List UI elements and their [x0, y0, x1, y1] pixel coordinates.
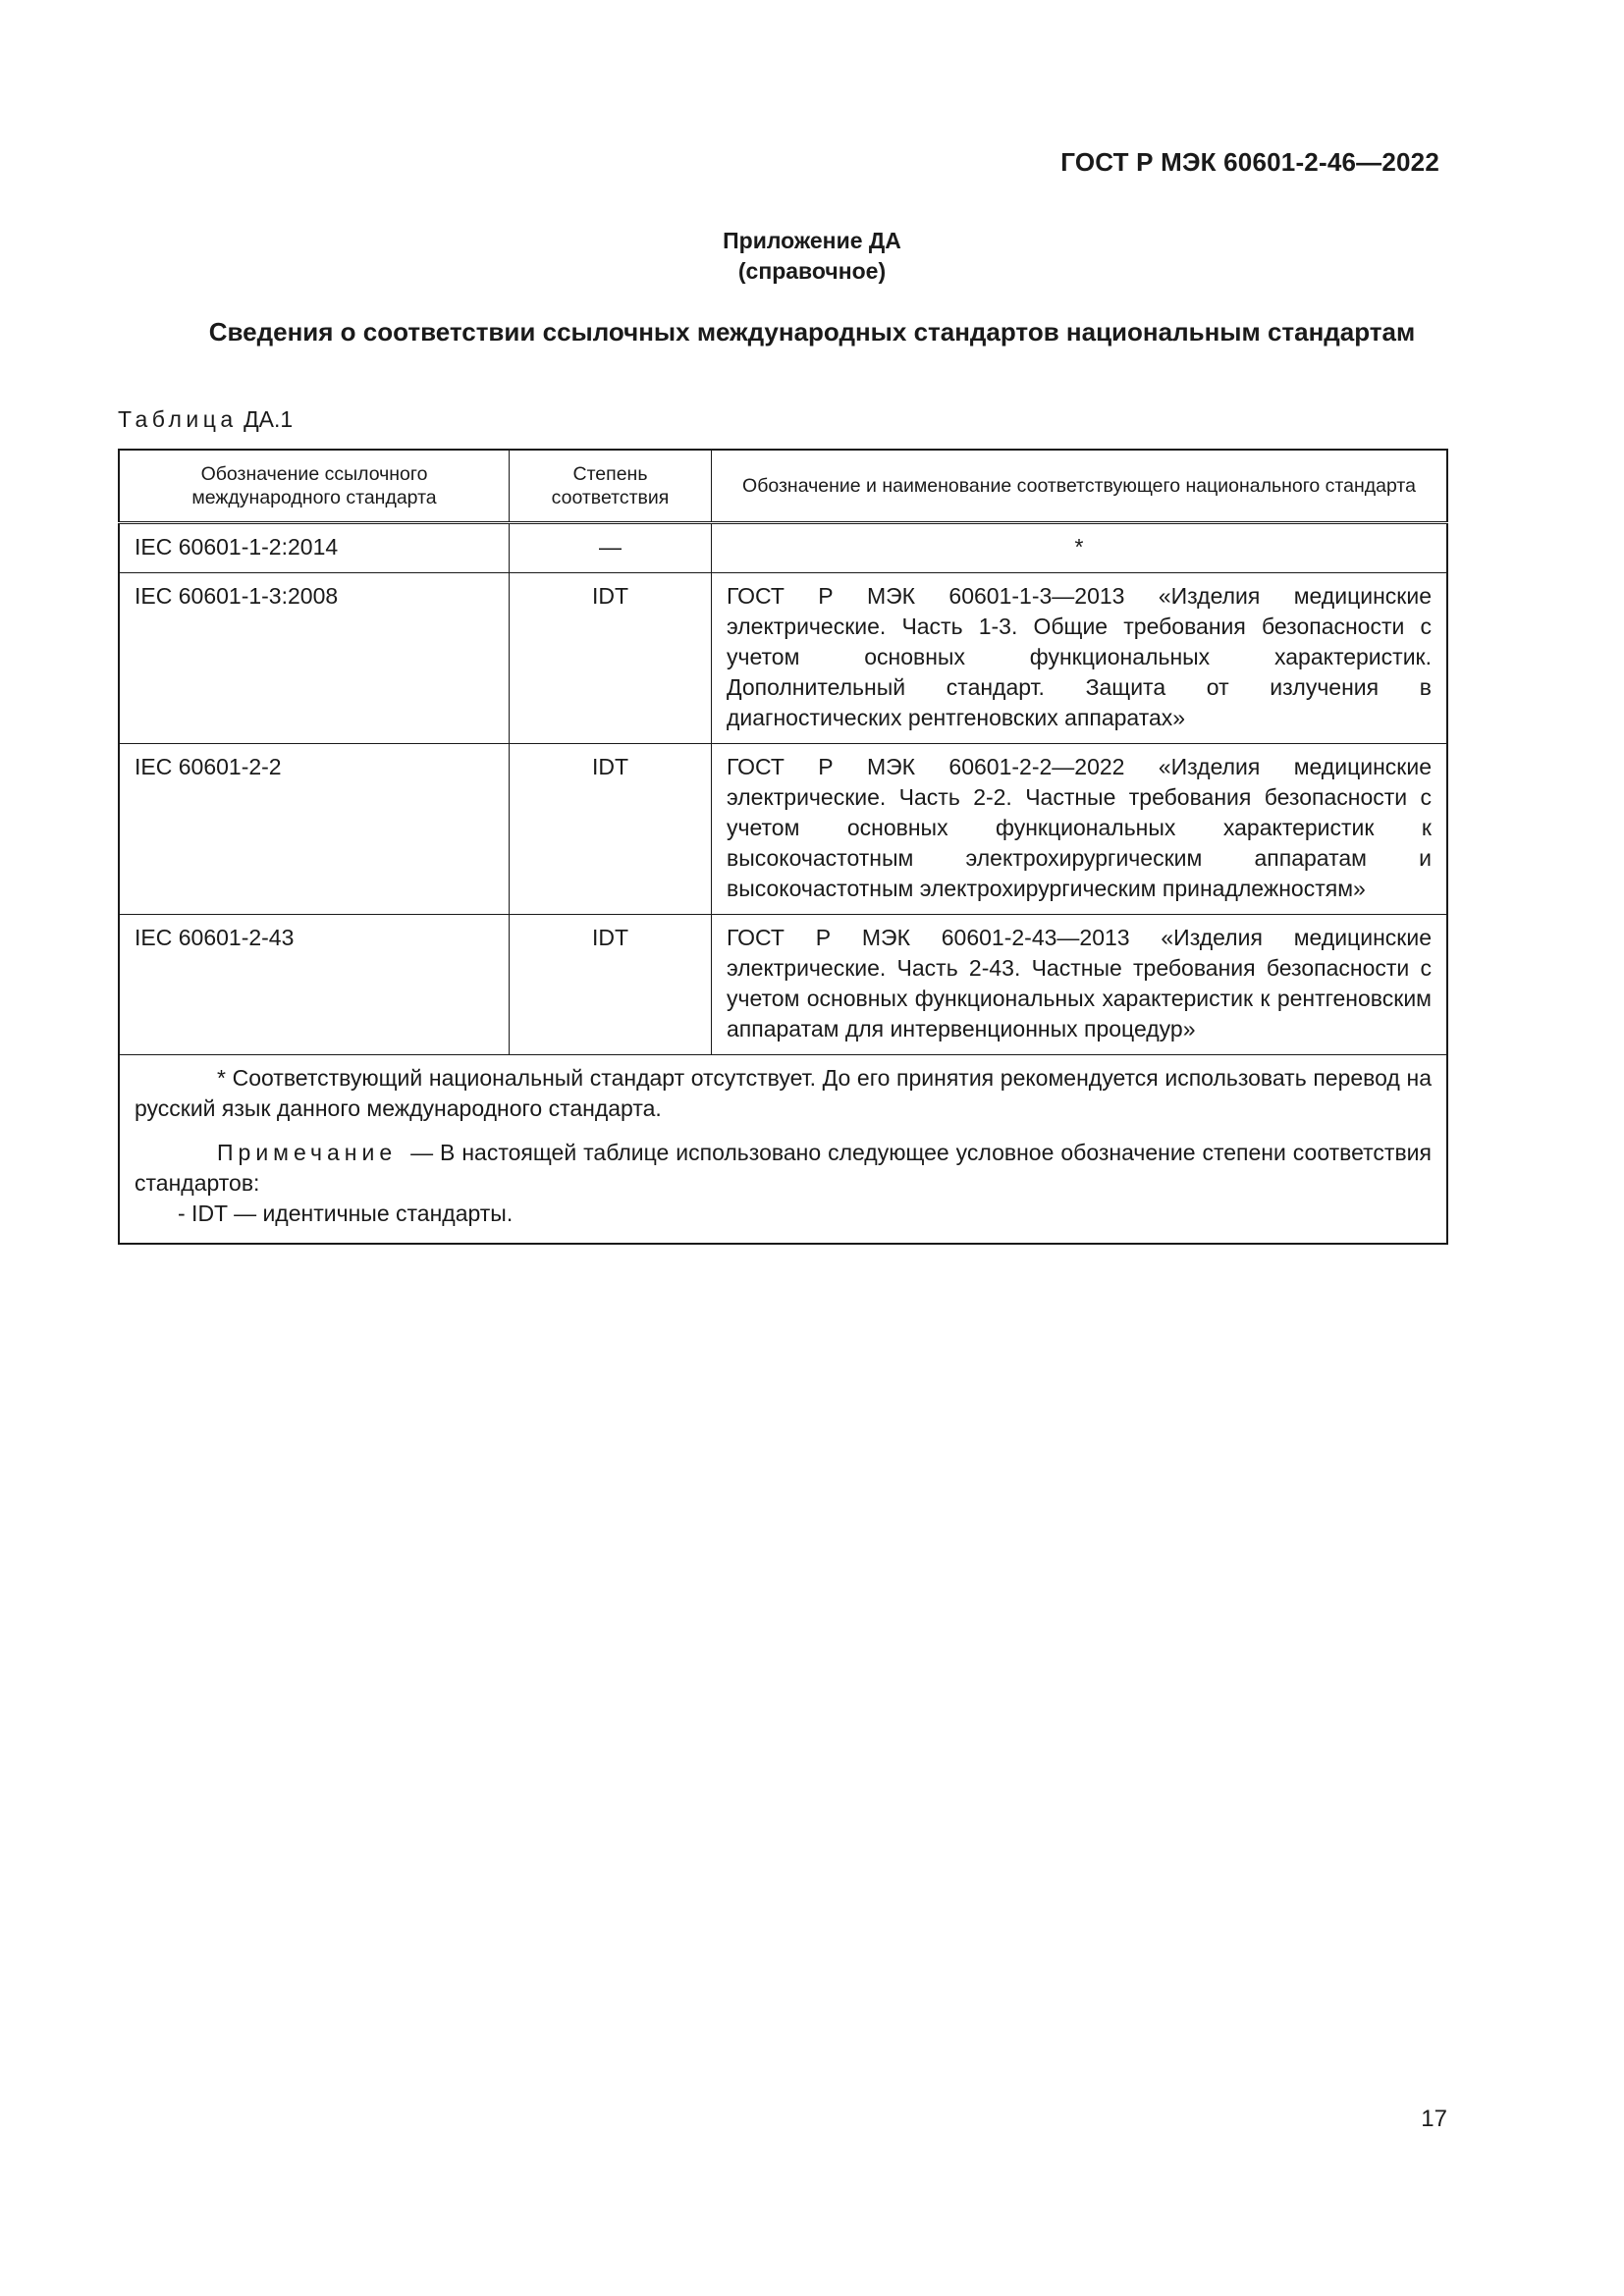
cell-national: ГОСТ Р МЭК 60601-2-43—2013 «Изделия медицинские электрические. Часть 2-43. Частные требования безопасности с учетом основных функциональных характеристик к рентгеновским аппаратам для интервенционных процедур» — [712, 915, 1448, 1055]
document-code: ГОСТ Р МЭК 60601-2-46—2022 — [1060, 147, 1439, 177]
header-national-standard: Обозначение и наименование соответствующего национального стандарта — [712, 450, 1448, 523]
table-row — [119, 915, 1447, 1055]
cell-national: ГОСТ Р МЭК 60601-2-2—2022 «Изделия медицинские электрические. Часть 2-2. Частные требования безопасности с учетом основных функциональных характеристик к высокочастотным электрохирургическим аппаратам и высокочастотным электрохирургическим принадлежностям» — [712, 744, 1448, 915]
annex-title: Приложение ДА — [723, 228, 901, 253]
annex-heading — [0, 226, 1624, 287]
table-footer-row — [119, 1055, 1447, 1245]
table-row — [119, 573, 1447, 744]
cell-national: * — [712, 523, 1448, 573]
table-row — [119, 523, 1447, 573]
annex-subtitle: (справочное) — [737, 258, 887, 284]
cell-degree: IDT — [510, 744, 712, 915]
cell-degree: — — [510, 523, 712, 573]
table-caption-word: Таблица — [118, 406, 238, 432]
table-caption — [118, 406, 293, 433]
table-caption-id: ДА.1 — [244, 406, 294, 432]
cell-intl: IEC 60601-2-2 — [119, 744, 510, 915]
cell-degree: IDT — [510, 573, 712, 744]
cell-intl: IEC 60601-2-43 — [119, 915, 510, 1055]
cell-intl: IEC 60601-1-2:2014 — [119, 523, 510, 573]
cell-intl: IEC 60601-1-3:2008 — [119, 573, 510, 744]
table-footnote: * Соответствующий национальный стандарт отсутствует. До его принятия рекомендуется использовать перевод на русский язык данного международного стандарта. — [135, 1065, 1432, 1121]
section-title: Сведения о соответствии ссылочных международных стандартов национальным стандартам — [208, 317, 1416, 347]
table-row — [119, 744, 1447, 915]
note-label: Примечание — [217, 1140, 398, 1165]
header-intl-standard: Обозначение ссылочного международного стандарта — [119, 450, 510, 523]
table-header-row — [119, 450, 1447, 523]
table-footer — [119, 1055, 1447, 1245]
cell-national: ГОСТ Р МЭК 60601-1-3—2013 «Изделия медицинские электрические. Часть 1-3. Общие требования безопасности с учетом основных функциональных характеристик. Дополнительный стандарт. Защита от излучения в диагностических рентгеновских аппаратах» — [712, 573, 1448, 744]
header-degree: Степень соответствия — [510, 450, 712, 523]
cell-degree: IDT — [510, 915, 712, 1055]
note-text: — В настоящей таблице использовано следующее условное обозначение степени соответствия стандартов: — [135, 1140, 1432, 1196]
note-list-item: - IDT — идентичные стандарты. — [178, 1201, 514, 1226]
page-number: 17 — [1421, 2106, 1447, 2132]
correspondence-table — [118, 449, 1448, 1245]
table-note — [135, 1138, 1432, 1199]
